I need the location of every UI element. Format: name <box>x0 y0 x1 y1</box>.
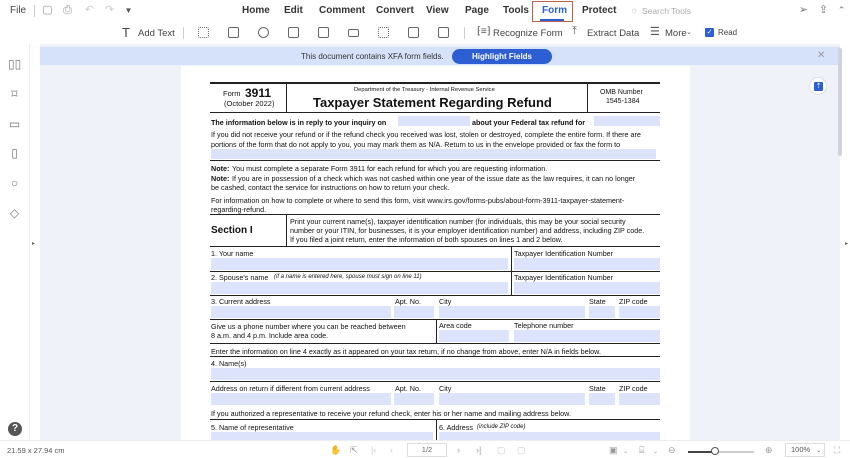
chevron-down-icon[interactable]: ⌄ <box>623 449 629 455</box>
rule <box>587 84 588 112</box>
return-address-field[interactable] <box>211 393 391 405</box>
rule <box>210 295 660 296</box>
rule <box>286 214 287 246</box>
comment-icon[interactable]: ▭ <box>8 117 21 131</box>
divider <box>464 27 465 39</box>
scrollbar[interactable] <box>838 48 842 156</box>
line2-note: (if a name is entered here, spouse must sign on line 11) <box>274 274 422 280</box>
area-code-field[interactable] <box>439 330 509 342</box>
chevron-down-icon: ⌄ <box>816 448 822 454</box>
close-icon[interactable]: ✕ <box>817 50 826 61</box>
line4-instructions: Enter the information on line 4 exactly as it appeared on your tax return, if no change from above, enter N/A in fields below. <box>211 347 601 356</box>
line5-label: 5. Name of representative <box>211 423 294 432</box>
area-code-label: Area code <box>439 321 472 330</box>
cloud-upload-icon[interactable]: ⇪ <box>818 4 829 16</box>
zip-label: ZIP code <box>619 384 648 393</box>
spouse-name-field[interactable] <box>211 282 508 294</box>
tab-edit[interactable]: Edit <box>284 5 303 16</box>
print-icon[interactable]: ⎙ <box>63 4 72 16</box>
omb-label: OMB Number <box>600 89 643 96</box>
tab-view[interactable]: View <box>426 5 449 16</box>
tab-convert[interactable]: Convert <box>376 5 414 16</box>
zip-field[interactable] <box>619 306 660 318</box>
return-zip-field[interactable] <box>619 393 660 405</box>
layers-icon[interactable]: ◇ <box>9 206 20 220</box>
line2-label: 2. Spouse's name <box>211 273 269 282</box>
previous-page-icon[interactable]: ‹ <box>390 445 393 455</box>
spouse-tin-field[interactable] <box>514 282 660 294</box>
tab-protect[interactable]: Protect <box>582 5 617 16</box>
section-text-2: number or your ITIN, for businesses, it is your employer identification number) and address, including ZIP code. <box>290 226 645 235</box>
more-icon: ☰ <box>650 26 660 38</box>
divider <box>183 27 184 39</box>
return-city-field[interactable] <box>439 393 585 405</box>
upload-icon: ⇡ <box>815 83 822 90</box>
line4-label: 4. Name(s) <box>211 359 247 368</box>
left-sidebar <box>0 44 30 440</box>
rule <box>436 319 437 343</box>
note-1: You must complete a separate Form 3911 for each refund for which you are requesting information. <box>232 164 548 173</box>
note-label: Note: <box>211 174 230 183</box>
city-label: City <box>439 297 452 306</box>
zoom-level-select[interactable] <box>785 443 825 457</box>
read-label: Read <box>718 28 738 37</box>
rotate-right-icon[interactable]: ▢ <box>517 445 526 455</box>
save-icon[interactable]: ▢ <box>42 4 53 16</box>
radio-button-icon[interactable] <box>258 27 269 38</box>
search-tools[interactable]: Search Tools <box>642 6 691 16</box>
zoom-slider-handle[interactable] <box>711 447 719 455</box>
inquiry-date-field[interactable] <box>398 116 470 126</box>
rule <box>436 419 437 440</box>
intro-line-2: portions of the form that do not apply to you, you may mark them as N/A. Return to us in the envelope provided or fax the form to <box>211 140 621 149</box>
expand-right-arrow-icon[interactable]: ▸ <box>845 241 849 247</box>
text-field-icon[interactable] <box>198 27 209 38</box>
rule <box>210 112 660 113</box>
select-tool-icon[interactable]: ⇱ <box>350 445 358 455</box>
rule <box>210 343 660 344</box>
tab-comment[interactable]: Comment <box>319 5 366 16</box>
collapse-icon[interactable]: ⌃ <box>837 5 846 15</box>
address-on-return-label: Address on return if different from current address <box>211 384 370 393</box>
thumbnails-icon[interactable]: ▯▯ <box>8 57 22 71</box>
help-icon[interactable]: ? <box>8 422 22 436</box>
section-title: Section I <box>211 225 253 236</box>
return-state-field[interactable] <box>589 393 615 405</box>
bookmark-icon[interactable]: ⌑ <box>11 87 18 101</box>
current-address-field[interactable] <box>211 306 391 318</box>
rule <box>210 381 660 382</box>
state-label: State <box>589 384 606 393</box>
add-text-icon: T <box>122 25 130 40</box>
tab-tools[interactable]: Tools <box>503 5 529 16</box>
apt-label: Apt. No. <box>395 384 421 393</box>
first-page-icon[interactable]: |‹ <box>371 445 377 455</box>
form-date: (October 2022) <box>224 99 275 108</box>
form-number: 3911 <box>245 86 272 100</box>
telephone-label: Telephone number <box>514 321 574 330</box>
section-text-3: If you filed a joint return, enter the information of both spouses on lines 1 and 2 below. <box>290 235 563 244</box>
representative-name-field[interactable] <box>211 432 433 440</box>
state-label: State <box>589 297 606 306</box>
divider <box>34 5 35 17</box>
attachment-icon[interactable]: ▯ <box>11 146 18 160</box>
zoom-level-value: 100% <box>791 445 811 454</box>
checkbox-icon[interactable] <box>228 27 239 38</box>
chevron-down-icon[interactable]: ⌄ <box>653 449 659 455</box>
share-icon[interactable]: ➢ <box>798 4 809 16</box>
active-tab-underline <box>540 19 564 21</box>
apt-field[interactable] <box>394 306 434 318</box>
redo-icon[interactable]: ↷ <box>104 4 115 16</box>
expand-left-arrow-icon[interactable]: ▸ <box>32 241 36 247</box>
image-icon[interactable] <box>408 27 419 38</box>
rule <box>210 319 660 320</box>
more-button[interactable]: More <box>665 28 687 39</box>
phone-text-1: Give us a phone number where you can be reached between <box>211 322 406 331</box>
note-2b: be cashed, contact the service for instructions on how to return your check. <box>211 183 450 192</box>
representative-instructions: If you authorized a representative to receive your refund check, enter his or her name and mailing address below. <box>211 409 571 418</box>
zoom-in-icon[interactable]: ⊕ <box>765 445 773 455</box>
inquiry-text-2: about your Federal tax refund for <box>472 118 586 127</box>
read-checkbox[interactable]: ✓ <box>706 29 713 36</box>
add-text-button[interactable]: Add Text <box>138 28 175 39</box>
city-field[interactable] <box>439 306 585 318</box>
rule <box>210 246 660 247</box>
rotate-left-icon[interactable]: ▢ <box>497 445 506 455</box>
info-2: regarding-refund. <box>211 205 267 214</box>
return-apt-field[interactable] <box>394 393 434 405</box>
customize-dropdown-icon[interactable]: ▼ <box>124 6 133 15</box>
tab-form[interactable]: Form <box>542 5 567 16</box>
extract-data-icon: ⤒ <box>572 25 577 37</box>
list-box-icon[interactable] <box>318 27 329 38</box>
fax-number-field[interactable] <box>211 149 656 159</box>
names-field[interactable] <box>211 368 660 380</box>
apt-label: Apt. No. <box>395 297 421 306</box>
form-title: Taxpayer Statement Regarding Refund <box>313 95 552 110</box>
inquiry-text: The information below is in reply to your inquiry on <box>211 118 387 127</box>
representative-address-field[interactable] <box>439 432 660 440</box>
combo-box-icon[interactable] <box>288 27 299 38</box>
intro-line-1: If you did not receive your refund or if the refund check you received was lost, stolen or destroyed, complete the entire form. If there are <box>211 130 641 139</box>
lightbulb-icon: ☼ <box>630 5 639 15</box>
note-2a: If you are in possession of a check which was not cashed within one year of the issue date as the law requires, it can no longer <box>232 174 636 183</box>
form-label: Form <box>223 89 241 98</box>
tin-label: Taxpayer Identification Number <box>514 273 614 282</box>
undo-icon[interactable]: ↶ <box>84 4 95 16</box>
line3-label: 3. Current address <box>211 297 271 306</box>
hand-tool-icon[interactable]: ✋ <box>330 445 342 455</box>
rule <box>210 82 660 84</box>
your-tin-field[interactable] <box>514 258 660 270</box>
line6-note: (include ZIP code) <box>477 424 526 430</box>
image-field-icon[interactable] <box>378 27 389 38</box>
section-text-1: Print your current name(s), taxpayer identification number (for individuals, this may be your social security <box>290 217 626 226</box>
fullscreen-icon[interactable]: ⛶ <box>834 445 841 455</box>
tax-year-field[interactable] <box>594 116 660 126</box>
line1-label: 1. Your name <box>211 249 254 258</box>
file-menu[interactable]: File <box>10 5 27 16</box>
telephone-field[interactable] <box>514 330 660 342</box>
next-page-icon[interactable]: › <box>457 445 460 455</box>
page-fit-icon[interactable]: ▣ <box>609 445 618 455</box>
your-name-field[interactable] <box>211 258 508 270</box>
search-icon[interactable]: ○ <box>10 176 19 190</box>
presentation-icon[interactable]: ⌸ <box>639 445 645 455</box>
extract-data-button[interactable]: Extract Data <box>587 28 640 39</box>
note-label: Note: <box>211 164 230 173</box>
tab-home[interactable]: Home <box>242 5 270 16</box>
rule <box>210 160 660 161</box>
rule <box>210 419 660 420</box>
tin-label: Taxpayer Identification Number <box>514 249 614 258</box>
rule <box>210 356 660 357</box>
rule <box>210 271 660 272</box>
date-field-icon[interactable] <box>438 27 449 38</box>
zip-label: ZIP code <box>619 297 648 306</box>
state-field[interactable] <box>589 306 615 318</box>
highlight-fields-button[interactable]: Highlight Fields <box>452 49 552 64</box>
chevron-down-icon: ⌄ <box>686 29 692 36</box>
phone-text-2: 8 a.m. and 4 p.m. Include area code. <box>211 331 329 340</box>
rule <box>286 84 287 112</box>
xfa-notice-text: This document contains XFA form fields. <box>301 52 444 61</box>
floating-upload-button[interactable] <box>809 77 827 95</box>
button-field-icon[interactable] <box>348 29 359 37</box>
page-number-input[interactable]: 1/2 <box>407 443 447 457</box>
recognize-form-button[interactable]: Recognize Form <box>493 28 563 39</box>
tab-page[interactable]: Page <box>465 5 489 16</box>
city-label: City <box>439 384 452 393</box>
recognize-form-icon: ⁅≡⁆ <box>477 26 491 37</box>
line6-label: 6. Address <box>439 423 473 432</box>
zoom-out-icon[interactable]: ⊖ <box>668 445 676 455</box>
omb-number: 1545-1384 <box>606 98 640 105</box>
info-1: For information on how to complete or where to send this form, visit www.irs.gov/forms-pubs/about-form-3911-taxpayer-statement- <box>211 196 625 205</box>
page-dimensions: 21.59 x 27.94 cm <box>7 446 65 455</box>
rule <box>210 214 660 215</box>
last-page-icon[interactable]: ›| <box>476 445 482 455</box>
agency: Department of the Treasury - Internal Revenue Service <box>354 87 495 93</box>
